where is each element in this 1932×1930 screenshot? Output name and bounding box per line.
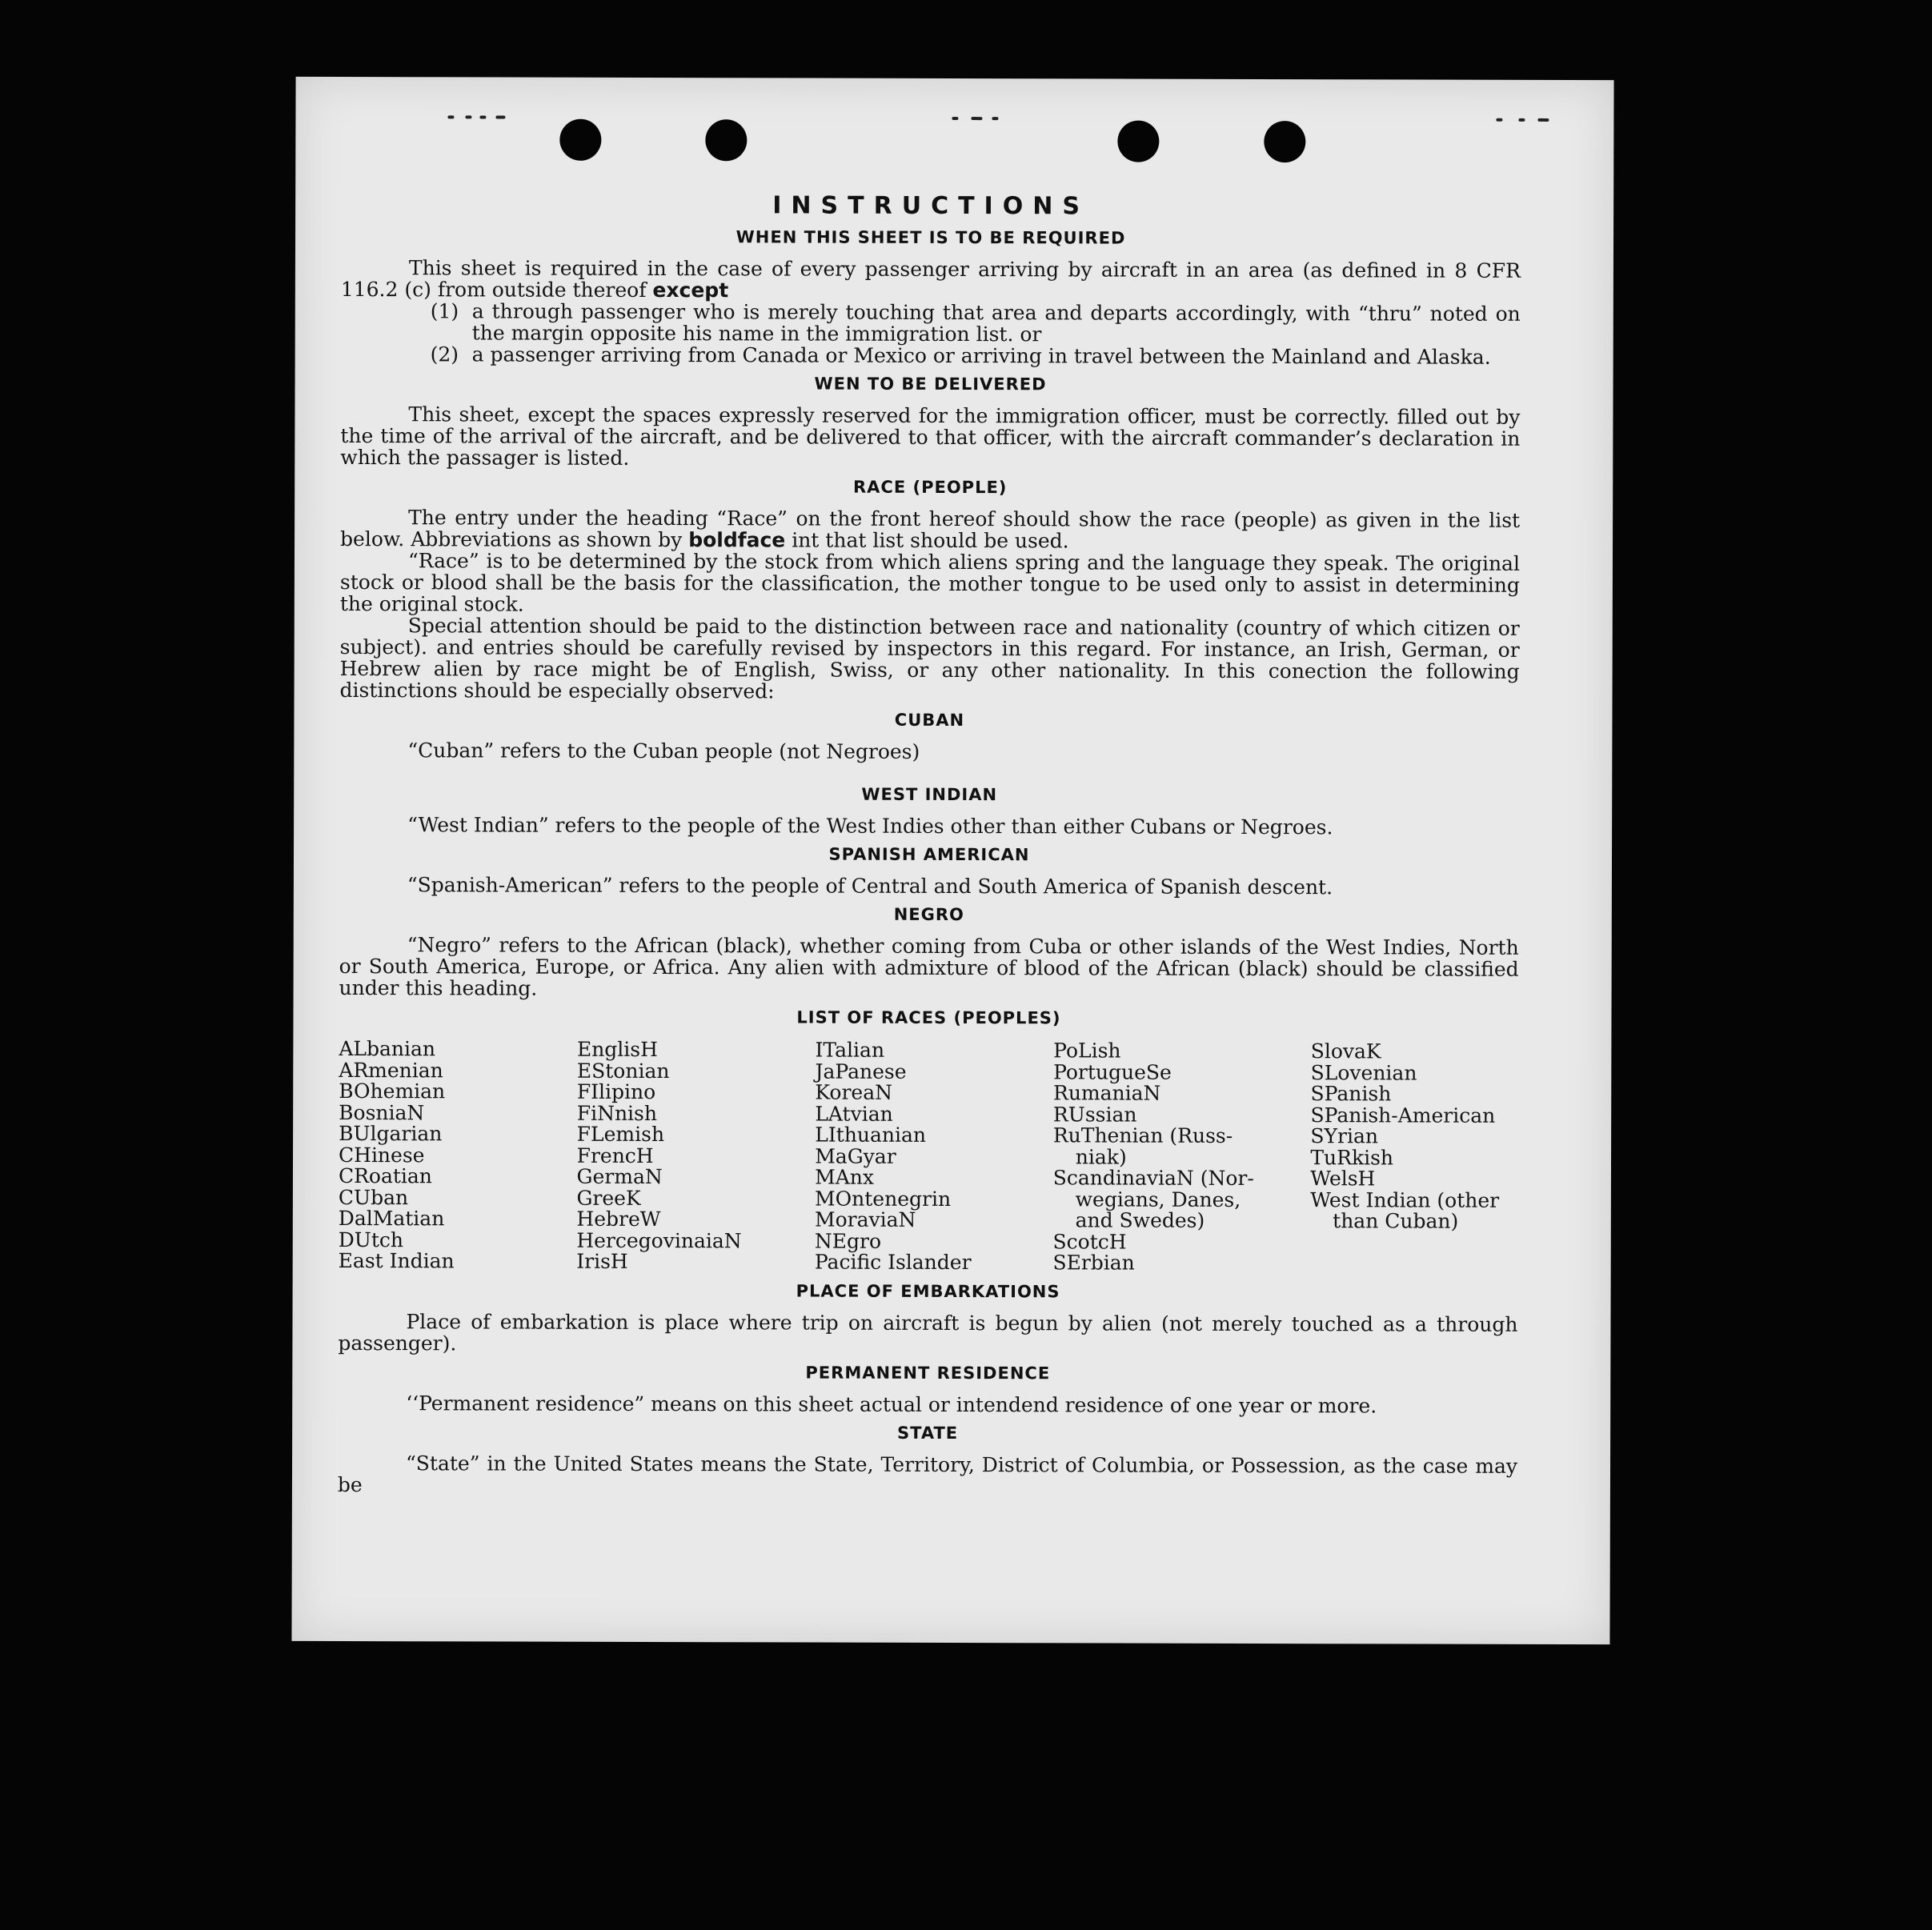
paragraph-race-2: “Race” is to be determined by the stock from which aliens spring and the language they speak. The original stock or blood shall be the basis for the classification, the mother tongue to be used only to assist in determining the original stock.	[339, 549, 1521, 616]
race-entry: RumaniaN	[1052, 1081, 1161, 1105]
race-entry: EStonian	[576, 1059, 670, 1083]
races-column	[576, 1039, 815, 1273]
paragraph-negro: “Negro” refers to the African (black), whether coming from Cuba or other islands of the West Indies, North or South America, Europe, or Africa. Any alien with admixture of blood of the African (black) should be classified under this heading.	[339, 933, 1519, 1000]
punch-hole	[705, 119, 747, 161]
required-intro: This sheet is required in the case of every passenger arriving by aircraft in an area (as defined in 8 CFR 116.2 (c) from outside thereof	[340, 256, 1521, 302]
heading-west-indian: WEST INDIAN	[861, 784, 998, 805]
race-entry: SErbian	[1052, 1251, 1135, 1275]
races-column	[1052, 1040, 1310, 1274]
heading-cuban: CUBAN	[894, 710, 965, 731]
race-entry: ScandinaviaN (Nor-	[1052, 1166, 1254, 1190]
race-entry: ALbanian	[339, 1036, 436, 1061]
race-entry: DalMatian	[338, 1206, 445, 1231]
heading-required: WHEN THIS SHEET IS TO BE REQUIRED	[736, 227, 1126, 248]
page-title: INSTRUCTIONS	[772, 191, 1090, 221]
race-entry: LAtvian	[815, 1102, 893, 1126]
heading-list-of-races: LIST OF RACES (PEOPLES)	[796, 1007, 1061, 1028]
race-entry: West Indian (other	[1310, 1187, 1500, 1212]
races-column	[338, 1036, 577, 1273]
paragraph-state: “State” in the United States means the State, Territory, District of Columbia, or Possession, as the case may be	[337, 1451, 1518, 1496]
race-entry: PortugueSe	[1053, 1059, 1172, 1084]
race-entry: LIthuanian	[815, 1123, 927, 1147]
race-entry: NEgro	[814, 1229, 882, 1253]
paragraph-embarkation: Place of embarkation is place where trip on aircraft is begun by alien (not merely touched as a through passenger).	[338, 1309, 1518, 1355]
race-entry: FiNnish	[576, 1101, 658, 1125]
races-list	[338, 1036, 1519, 1275]
paragraph-race-3: Special attention should be paid to the distinction between race and nationality (country of which citizen or subject). and entries should be carefully revised by inspectors in this regard. For instance, an Irish, German, or Hebrew alien by race might be of English, Swiss, or any other nationality. In this conection the following distinctions should be especially observed:	[339, 614, 1520, 703]
race-entry: RUssian	[1052, 1102, 1137, 1127]
race-entry: BOhemian	[339, 1079, 446, 1103]
list-item	[431, 300, 1521, 346]
race-entry: SYrian	[1310, 1124, 1379, 1148]
race-entry: SPanish-American	[1310, 1103, 1496, 1127]
race-entry: MoraviaN	[814, 1207, 916, 1231]
race-entry: HebreW	[576, 1207, 661, 1231]
race-entry: IrisH	[576, 1249, 628, 1273]
heading-race: RACE (PEOPLE)	[852, 477, 1008, 498]
print-specks	[1496, 118, 1576, 126]
race-entry: HercegovinaiaN	[576, 1228, 742, 1252]
race-entry: KoreaN	[815, 1080, 893, 1104]
race-entry: than Cuban)	[1333, 1209, 1459, 1233]
item-text: a passenger arriving from Canada or Mexico or arriving in travel between the Mainland and Alaska.	[471, 342, 1491, 369]
document-sheet	[291, 77, 1613, 1644]
heading-delivered: WEN TO BE DELIVERED	[814, 374, 1047, 394]
race-entry: SPanish	[1310, 1082, 1392, 1106]
bleed-through-text	[952, 126, 1560, 192]
race-entry: CHinese	[338, 1143, 425, 1167]
race-entry: BUlgarian	[339, 1121, 443, 1146]
print-specks	[952, 117, 1032, 125]
instructions-content	[338, 190, 1521, 1498]
race-entry: ARmenian	[339, 1058, 443, 1082]
item-number: (2)	[430, 342, 459, 366]
race-entry: SlovaK	[1310, 1039, 1381, 1063]
races-column	[1310, 1041, 1518, 1275]
race-entry: GreeK	[576, 1186, 641, 1210]
race-p1-b: int that list should be used.	[792, 528, 1069, 553]
race-entry: MaGyar	[815, 1144, 896, 1168]
race-entry: WelsH	[1310, 1167, 1376, 1191]
paragraph-delivered: This sheet, except the spaces expressly reserved for the immigration officer, must be correctly. filled out by the time of the arrival of the aircraft, and be delivered to that officer, with the aircraft commander’s declaration in which the passager is listed.	[340, 402, 1521, 470]
heading-negro: NEGRO	[893, 904, 964, 925]
race-entry: niak)	[1075, 1144, 1127, 1169]
race-entry: Pacific Islander	[814, 1250, 972, 1275]
race-entry: BosniaN	[339, 1100, 425, 1124]
race-entry: wegians, Danes,	[1075, 1187, 1241, 1211]
paragraph-required	[341, 257, 1521, 303]
paragraph-permanent-residence: ‘‘Permanent residence” means on this sheet actual or intendend residence of one year or more.	[406, 1391, 1377, 1417]
race-p1-bold: boldface	[688, 528, 786, 552]
paragraph-west-indian: “West Indian” refers to the people of the West Indies other than either Cubans or Negroes.	[407, 813, 1333, 839]
race-entry: PoLish	[1053, 1039, 1121, 1063]
race-p1-a: The entry under the heading “Race” on the front hereof should show the race (people) as given in the list below. Abbreviations as shown by	[340, 506, 1521, 552]
race-entry: JaPanese	[815, 1059, 907, 1083]
race-entry: RuThenian (Russ-	[1052, 1123, 1233, 1147]
race-entry: ITalian	[815, 1038, 885, 1062]
race-entry: FrencH	[576, 1143, 654, 1167]
race-entry: MOntenegrin	[815, 1187, 952, 1211]
race-entry: CRoatian	[338, 1163, 432, 1188]
race-entry: FIlipino	[576, 1079, 656, 1104]
heading-spanish-american: SPANISH AMERICAN	[828, 844, 1030, 865]
paragraph-cuban: “Cuban” refers to the Cuban people (not Negroes)	[407, 739, 920, 763]
print-specks	[447, 115, 527, 123]
race-entry: SLovenian	[1310, 1060, 1417, 1085]
heading-permanent-residence: PERMANENT RESIDENCE	[805, 1363, 1051, 1383]
item-number: (1)	[430, 299, 459, 323]
race-entry: and Swedes)	[1075, 1208, 1205, 1232]
heading-embarkation: PLACE OF EMBARKATIONS	[796, 1280, 1060, 1301]
punch-hole	[559, 119, 601, 161]
list-item	[431, 343, 1521, 368]
paragraph-race-1	[340, 507, 1520, 553]
race-entry: TuRkish	[1310, 1145, 1394, 1169]
heading-state: STATE	[897, 1423, 959, 1443]
races-column	[815, 1040, 1053, 1274]
race-entry: CUban	[338, 1185, 409, 1209]
paragraph-spanish-american: “Spanish-American” refers to the people of Central and South America of Spanish descent.	[407, 873, 1333, 899]
race-entry: ScotcH	[1052, 1229, 1127, 1254]
race-entry: EnglisH	[576, 1037, 658, 1062]
required-except: except	[652, 278, 729, 302]
race-entry: East Indian	[338, 1248, 455, 1273]
item-text: a through passenger who is merely touching that area and departs accordingly, with “thru” noted on the margin opposite his name in the immigration list. or	[471, 299, 1521, 346]
race-entry: MAnx	[815, 1165, 875, 1189]
race-entry: FLemish	[576, 1122, 665, 1147]
race-entry: DUtch	[338, 1227, 404, 1251]
race-entry: GermaN	[576, 1164, 663, 1189]
